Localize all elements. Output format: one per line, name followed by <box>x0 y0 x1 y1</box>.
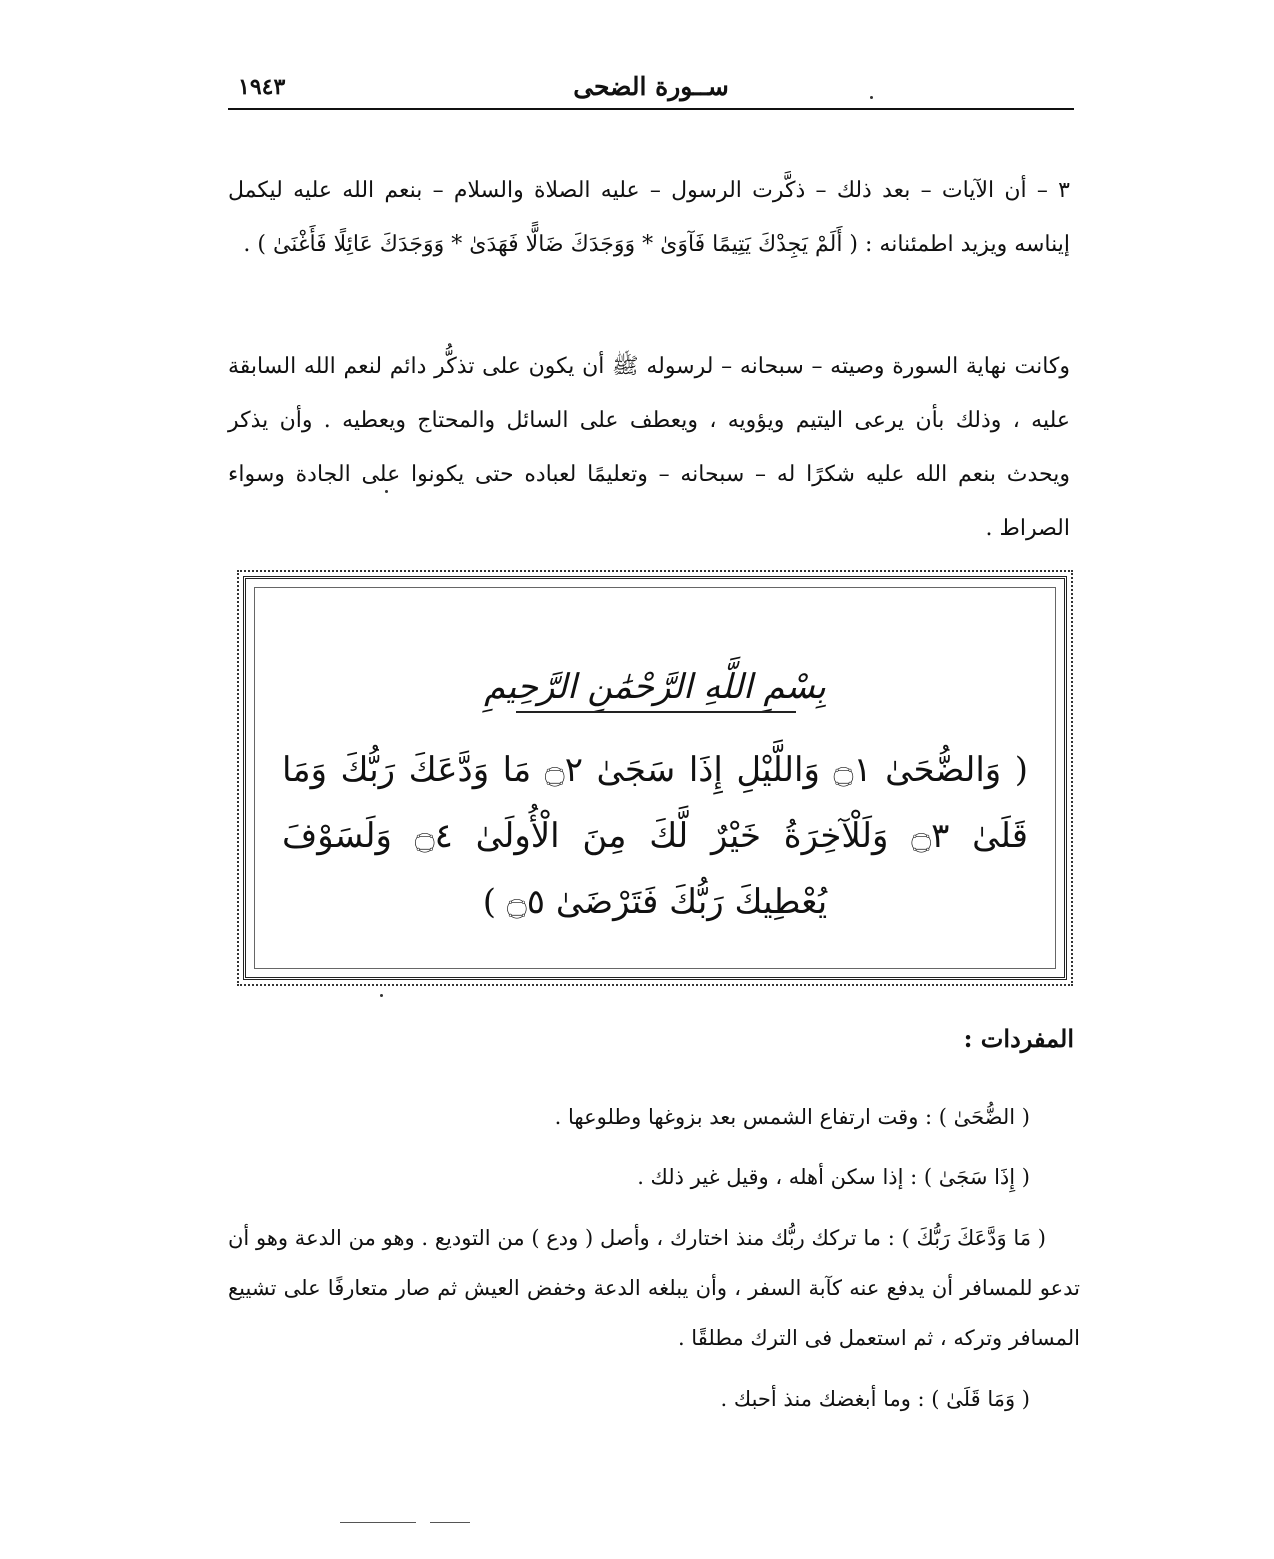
basmala: بِسْمِ اللَّهِ الرَّحْمَٰنِ الرَّحِيمِ <box>484 667 826 707</box>
print-speck <box>380 994 383 997</box>
header-rule <box>228 108 1074 110</box>
quran-verse-frame <box>243 576 1067 980</box>
vocabulary-entry: ( إِذَا سَجَىٰ ) : إذا سكن أهله ، وقيل غير ذلك . <box>637 1165 1030 1189</box>
footer-rule <box>430 1522 470 1523</box>
vocabulary-entry: ( مَا وَدَّعَكَ رَبُّكَ ) : ما تركك ربُّك منذ اختارك ، وأصل ( ودع ) من التوديع . وهو من الدعة وهو أن تدعو للمسافر أن يدفع عنه كآبة السفر ، وأن يبلغه الدعة وخفض العيش ثم صار متعارفًا على تشييع المسافر وتركه ، ثم استعمل فى الترك مطلقًا . <box>228 1226 1080 1350</box>
quran-verses: ( وَالضُّحَىٰ ۝١ وَاللَّيْلِ إِذَا سَجَىٰ ۝٢ مَا وَدَّعَكَ رَبُّكَ وَمَا قَلَىٰ ۝٣ وَلَلْآخِرَةُ خَيْرٌ لَّكَ مِنَ الْأُولَىٰ ۝٤ وَلَسَوْفَ يُعْطِيكَ رَبُّكَ فَتَرْضَىٰ ۝٥ ) <box>282 750 1028 922</box>
print-speck <box>870 96 873 99</box>
body-paragraph-1: ٣ – أن الآيات – بعد ذلك – ذكَّرت الرسول – عليه الصلاة والسلام – بنعم الله عليه ليكمل إيناسه ويزيد اطمئنانه : ( أَلَمْ يَجِدْكَ يَتِيمًا فَآوَىٰ * وَوَجَدَكَ ضَالًّا فَهَدَىٰ * وَوَجَدَكَ عَائِلًا فَأَغْنَىٰ ) . <box>228 178 1070 257</box>
vocabulary-entry: ( وَمَا قَلَىٰ ) : وما أبغضك منذ أحبك . <box>720 1387 1030 1411</box>
surah-title: ســورة الضحى <box>573 72 729 101</box>
footer-rule <box>340 1522 416 1523</box>
vocabulary-heading: المفردات : <box>963 1024 1074 1053</box>
body-paragraph-2: وكانت نهاية السورة وصيته – سبحانه – لرسوله ﷺ أن يكون على تذكُّر دائم لنعم الله السابقة عليه ، وذلك بأن يرعى اليتيم ويؤويه ، ويعطف على السائل والمحتاج ويعطيه . وأن يذكر ويحدث بنعم الله عليه شكرًا له – سبحانه – وتعليمًا لعباده حتى يكونوا على الجادة وسواء الصراط . <box>228 354 1070 541</box>
running-header <box>228 70 1074 106</box>
print-speck <box>385 490 388 493</box>
vocabulary-entry: ( الضُّحَىٰ ) : وقت ارتفاع الشمس بعد بزوغها وطلوعها . <box>554 1105 1030 1129</box>
page-number: ١٩٤٣ <box>238 74 286 100</box>
basmala-underline <box>516 711 796 713</box>
